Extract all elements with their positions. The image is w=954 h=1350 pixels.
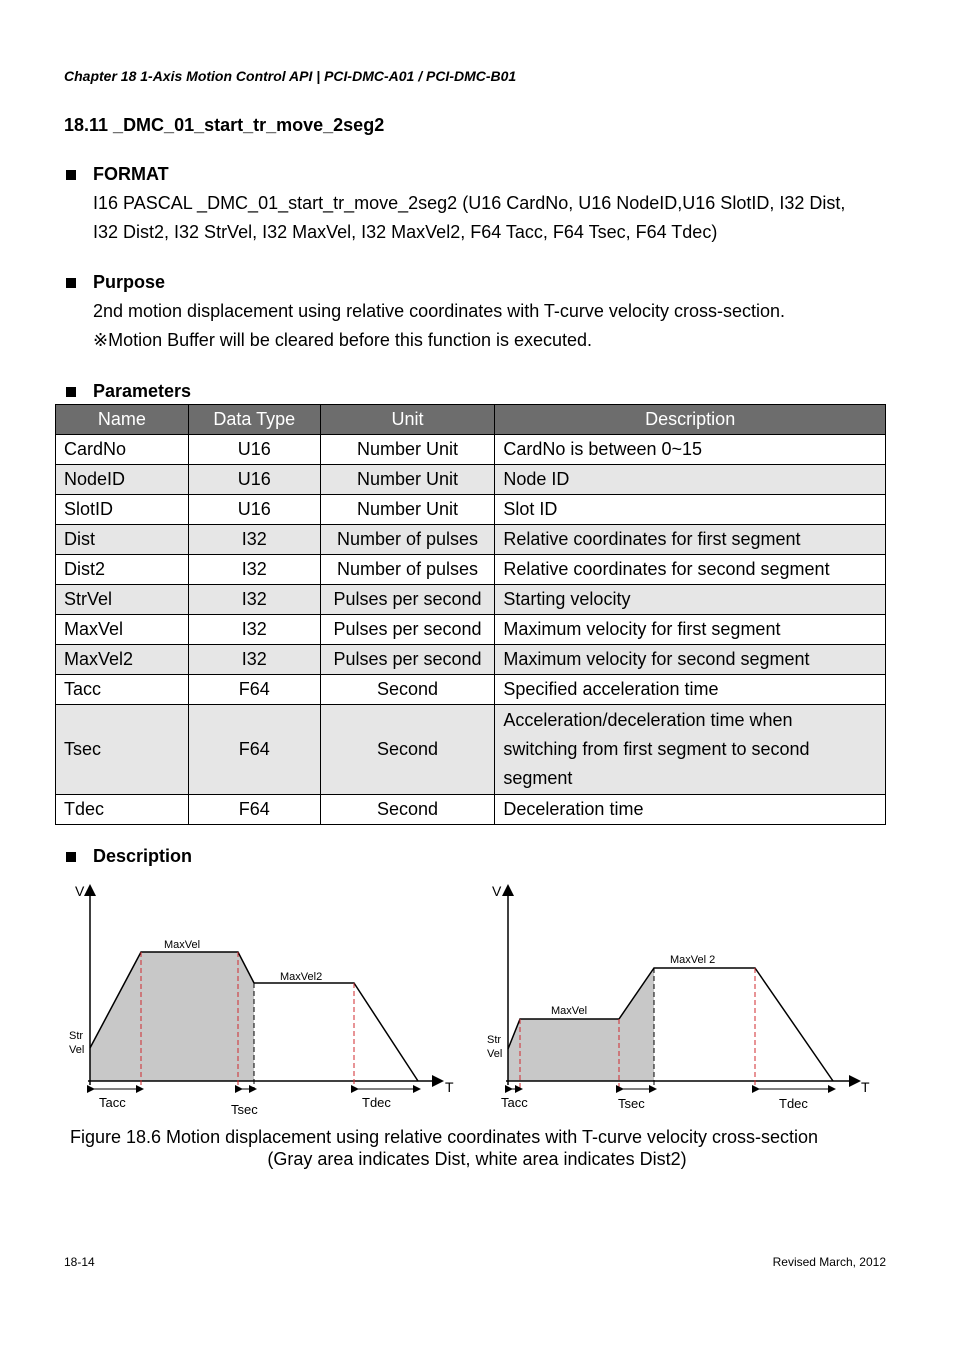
format-line-2: I32 Dist2, I32 StrVel, I32 MaxVel, I32 MaxVel2, F64 Tacc, F64 Tsec, F64 Tdec) <box>93 222 718 242</box>
table-header-row <box>56 405 886 435</box>
table-row <box>56 705 886 795</box>
param-type: F64 <box>188 705 320 795</box>
tacc-label-right: Tacc <box>501 1095 528 1110</box>
param-name: StrVel <box>56 585 189 615</box>
param-name: MaxVel2 <box>56 645 189 675</box>
param-unit: Number of pulses <box>320 525 495 555</box>
param-desc: Node ID <box>495 465 886 495</box>
table-row <box>56 795 886 825</box>
param-unit: Pulses per second <box>320 615 495 645</box>
param-type: U16 <box>188 495 320 525</box>
param-desc-line: switching from first segment to second <box>503 739 810 759</box>
strvel-label-right-1: Str <box>487 1034 502 1046</box>
left-velocity-diagram <box>69 883 454 1117</box>
table-row <box>56 615 886 645</box>
tsec-label-right: Tsec <box>618 1096 645 1111</box>
param-unit: Number of pulses <box>320 555 495 585</box>
param-desc: Slot ID <box>495 495 886 525</box>
bullet-square-icon <box>66 852 76 862</box>
maxvel-label-left: MaxVel <box>164 939 201 951</box>
param-unit: Second <box>320 705 495 795</box>
description-heading-label: Description <box>93 846 193 866</box>
param-desc: CardNo is between 0~15 <box>495 435 886 465</box>
param-name: MaxVel <box>56 615 189 645</box>
revision-date: Revised March, 2012 <box>772 1255 886 1269</box>
param-type: F64 <box>188 675 320 705</box>
param-unit: Number Unit <box>320 435 495 465</box>
strvel-label-right-2: Vel <box>487 1048 503 1060</box>
column-header-unit: Unit <box>320 405 495 435</box>
table-row <box>56 495 886 525</box>
section-title: 18.11 _DMC_01_start_tr_move_2seg2 <box>64 115 385 135</box>
param-desc <box>495 705 886 795</box>
table-row <box>56 525 886 555</box>
v-axis-label-right: V <box>492 883 502 899</box>
param-name: CardNo <box>56 435 189 465</box>
dist-area-left-fill <box>90 952 254 1081</box>
tdec-label-right: Tdec <box>779 1096 808 1111</box>
tdec-label-left: Tdec <box>362 1095 391 1110</box>
param-desc: Relative coordinates for first segment <box>495 525 886 555</box>
param-name: NodeID <box>56 465 189 495</box>
table-row <box>56 645 886 675</box>
param-desc: Deceleration time <box>495 795 886 825</box>
param-name: Dist <box>56 525 189 555</box>
strvel-label-left-1: Str <box>69 1030 84 1042</box>
bullet-square-icon <box>66 170 76 180</box>
param-name: Tdec <box>56 795 189 825</box>
param-type: I32 <box>188 615 320 645</box>
t-axis-label-left: T <box>445 1079 454 1095</box>
format-line-1: I16 PASCAL _DMC_01_start_tr_move_2seg2 (U16 CardNo, U16 NodeID,U16 SlotID, I32 Dist, <box>93 193 846 213</box>
param-type: I32 <box>188 585 320 615</box>
param-desc-line: Acceleration/deceleration time when <box>503 710 793 730</box>
param-name: Tacc <box>56 675 189 705</box>
tacc-label-left: Tacc <box>99 1095 126 1110</box>
param-type: F64 <box>188 795 320 825</box>
figure-caption-note-text: (Gray area indicates Dist, white area indicates Dist2) <box>267 1149 687 1169</box>
figure-caption-note <box>0 1149 954 1170</box>
description-heading <box>66 846 192 867</box>
param-desc-line: segment <box>503 768 573 788</box>
maxvel2-label-right: MaxVel 2 <box>670 954 716 966</box>
format-heading-label: FORMAT <box>93 164 169 184</box>
param-unit: Pulses per second <box>320 645 495 675</box>
param-type: I32 <box>188 645 320 675</box>
parameters-table <box>55 404 886 825</box>
param-unit: Pulses per second <box>320 585 495 615</box>
right-velocity-diagram <box>487 883 870 1111</box>
purpose-heading-label: Purpose <box>93 272 166 292</box>
column-header-description: Description <box>495 405 886 435</box>
bullet-square-icon <box>66 387 76 397</box>
maxvel2-label-left: MaxVel2 <box>280 971 323 983</box>
purpose-heading <box>66 272 165 293</box>
dist-area-right <box>508 968 654 1081</box>
param-type: U16 <box>188 435 320 465</box>
table-row <box>56 465 886 495</box>
param-desc: Relative coordinates for second segment <box>495 555 886 585</box>
bullet-square-icon <box>66 278 76 288</box>
param-type: I32 <box>188 555 320 585</box>
tsec-label-left: Tsec <box>231 1102 258 1117</box>
table-row <box>56 555 886 585</box>
param-desc: Maximum velocity for second segment <box>495 645 886 675</box>
param-desc: Specified acceleration time <box>495 675 886 705</box>
param-unit: Second <box>320 675 495 705</box>
column-header-name: Name <box>56 405 189 435</box>
param-name: Tsec <box>56 705 189 795</box>
running-head: Chapter 18 1-Axis Motion Control API | PCI-DMC-A01 / PCI-DMC-B01 <box>64 68 517 84</box>
table-row <box>56 675 886 705</box>
parameters-heading <box>66 381 191 402</box>
velocity-profile-figure <box>60 875 890 1125</box>
purpose-line-2: ※Motion Buffer will be cleared before this function is executed. <box>93 330 593 350</box>
format-heading <box>66 164 169 185</box>
param-type: I32 <box>188 525 320 555</box>
strvel-label-left-2: Vel <box>69 1044 85 1056</box>
table-row <box>56 585 886 615</box>
maxvel-label-right: MaxVel <box>551 1005 588 1017</box>
parameters-heading-label: Parameters <box>93 381 192 401</box>
param-name: Dist2 <box>56 555 189 585</box>
v-axis-label-left: V <box>75 883 85 899</box>
t-axis-label-right: T <box>861 1079 870 1095</box>
page-number: 18-14 <box>64 1255 95 1269</box>
param-desc: Starting velocity <box>495 585 886 615</box>
param-unit: Number Unit <box>320 465 495 495</box>
figure-caption: Figure 18.6 Motion displacement using relative coordinates with T-curve velocity cross-section <box>70 1127 819 1147</box>
param-unit: Second <box>320 795 495 825</box>
param-unit: Number Unit <box>320 495 495 525</box>
purpose-line-1: 2nd motion displacement using relative coordinates with T-curve velocity cross-section. <box>93 301 785 321</box>
table-row <box>56 435 886 465</box>
param-desc: Maximum velocity for first segment <box>495 615 886 645</box>
param-name: SlotID <box>56 495 189 525</box>
column-header-data-type: Data Type <box>188 405 320 435</box>
param-type: U16 <box>188 465 320 495</box>
